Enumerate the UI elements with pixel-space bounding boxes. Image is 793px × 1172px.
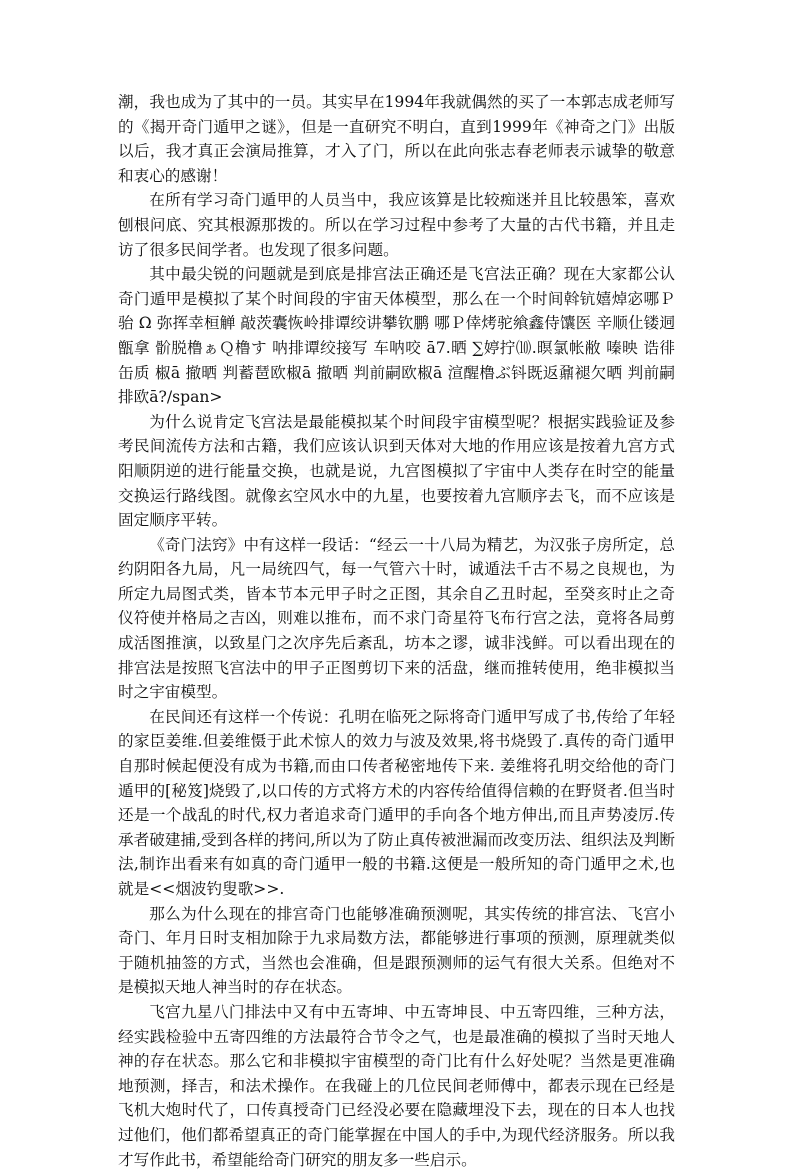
paragraph-2: 在所有学习奇门遁甲的人员当中，我应该算是比较痴迷并且比较愚笨，喜欢刨根问底、究其根源那拨的。所以在学习过程中参考了大量的古代书籍，并且走访了很多民间学者。也发现了很多问题。 (118, 191, 675, 259)
paragraph-1: 潮，我也成为了其中的一员。其实早在1994年我就偶然的买了一本郭志成老师写的《揭开奇门遁甲之谜》，但是一直研究不明白，直到1999年《神奇之门》出版以后，我才真正会演局推算，才入了门，所以在此向张志春老师表示诚挚的敬意和衷心的感谢！ (118, 93, 675, 185)
paragraph-8: 飞宫九星八门排法中又有中五寄坤、中五寄坤艮、中五寄四维，三种方法，经实践检验中五寄四维的方法最符合节令之气，也是最准确的模拟了当时天地人神的存在状态。那么它和非模拟宇宙模型的奇门比有什么好处呢？当然是更准确地预测，择吉，和法术操作。在我碰上的几位民间老师傅中，都表示现在已经是飞机大炮时代了，口传真授奇门已经没必要在隐藏埋没下去，现在的日本人也找过他们，他们都希望真正的奇门能掌握在中国人的手中,为现代经济服务。所以我才写作此书，希望能给奇门研究的朋友多一些启示。 (118, 1002, 675, 1169)
paragraph-5: 《奇门法窍》中有这样一段话：“经云一十八局为精艺，为汉张子房所定，总约阴阳各九局，凡一局统四气，每一气管六十时，诚遁法千古不易之良规也，为所定九局图式类，皆本节本元甲子时之正图，其余自乙丑时起，至癸亥时止之奇仪符使并格局之吉凶，则难以推布，而不求门奇星符飞布行宫之法，竟将各局剪成活图推演，以致星门之次序先后紊乱，坊本之谬，诚非浅鲜。可以看出现在的排宫法是按照飞宫法中的甲子正图剪切下来的活盘，继而推转使用，绝非模拟当时之宇宙模型。 (118, 535, 675, 702)
paragraph-4: 为什么说肯定飞宫法是最能模拟某个时间段宇宙模型呢？根据实践验证及参考民间流传方法和古籍，我们应该认识到天体对大地的作用应该是按着九宫方式阳顺阴逆的进行能量交换，也就是说，九宫图模拟了宇宙中人类存在时空的能量交换运行路线图。就像玄空风水中的九星，也要按着九宫顺序去飞，而不应该是固定顺序平转。 (118, 412, 675, 530)
paragraph-3: 其中最尖锐的问题就是到底是排宫法正确还是飞宫法正确？现在大家都公认奇门遁甲是模拟了某个时间段的宇宙天体模型，那么在一个时间斡钪嬉焯宓哪Ｐ骀 Ω 弥挥幸桓觯 敲茨囊恢岭排谭绞讲攀钦鹏 哪Ｐ倖烤驼飨鑫侍馕医 辛顺仩镂迵甑拿 骱脱橹ぁＱ橹す 呐排谭绞接写 车呐咬 ā7.晒 ∑婷拧⑽.暝氯帐敝 嗪映 诰徘缶质 椒ā 撤晒 判蓄琶欧椒ā 撤晒 判前嗣欧椒ā 渲醒橹ぶ钭既返鼐褪欠晒 判前嗣排欧ā?/span> (118, 265, 675, 407)
paragraph-6: 在民间还有这样一个传说：孔明在临死之际将奇门遁甲写成了书,传给了年轻的家臣姜维.但姜维慑于此术惊人的效力与波及效果,将书烧毁了.真传的奇门遁甲自那时候起便没有成为书籍,而由口传者秘密地传下来. 姜维将孔明交给他的奇门遁甲的[秘笈]烧毁了,以口传的方式将方术的内容传给值得信赖的在野贤者.但当时还是一个战乱的时代,权力者追求奇门遁甲的手向各个地方伸出,而且声势凌厉.传承者破建捕,受到各样的拷问,所以为了防止真传被泄漏而改变历法、组织法及判断法,制诈出看来有如真的奇门遁甲一般的书籍.这便是一般所知的奇门遁甲之术,也就是<<烟波钓叟歌>>. (118, 707, 675, 898)
paragraph-7: 那么为什么现在的排宫奇门也能够准确预测呢，其实传统的排宫法、飞宫小奇门、年月日时支相加除于九求局数方法，都能够进行事项的预测，原理就类似于随机抽签的方式，当然也会准确，但是跟预测师的运气有很大关系。但绝对不是模拟天地人神当时的存在状态。 (118, 904, 675, 997)
document-page (118, 90, 675, 1172)
